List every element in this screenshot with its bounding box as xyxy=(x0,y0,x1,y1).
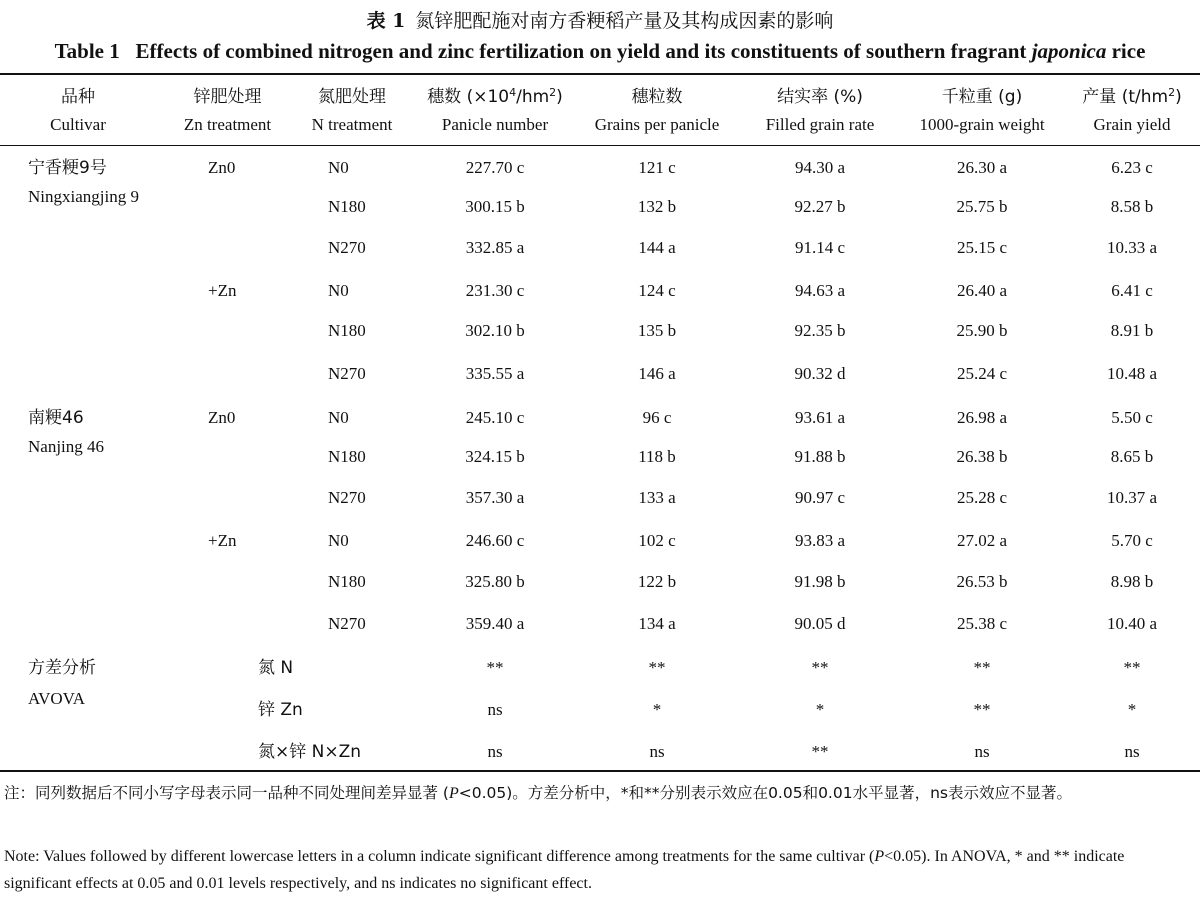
cell-n-treatment: N270 xyxy=(328,238,366,257)
header-1000-grain-weight: 千粒重 (g) 1000-grain weight xyxy=(919,87,1045,134)
cell-grains-per-panicle: 133 a xyxy=(638,488,676,507)
cell-grain-yield: 10.37 a xyxy=(1106,488,1158,507)
cell-grain-yield: 6.23 c xyxy=(1111,158,1153,177)
cell-grain-yield: 8.91 b xyxy=(1110,321,1154,340)
anova-significance: ** xyxy=(1123,658,1141,677)
cell-n-treatment: N270 xyxy=(328,488,366,507)
anova-significance: ** xyxy=(811,658,829,677)
cell-panicle-number: 325.80 b xyxy=(465,572,525,591)
cell-filled-grain-rate: 94.63 a xyxy=(794,281,846,300)
cell-panicle-number: 324.15 b xyxy=(465,447,525,466)
anova-significance: ** xyxy=(648,658,666,677)
anova-significance: ** xyxy=(486,658,504,677)
table-title-text-zh: 氮锌肥配施对南方香粳稻产量及其构成因素的影响 xyxy=(415,10,834,32)
header-grains-per-panicle: 穗粒数 Grains per panicle xyxy=(594,87,720,134)
cell-1000-grain-weight: 26.40 a xyxy=(956,281,1008,300)
cell-1000-grain-weight: 26.98 a xyxy=(956,408,1008,427)
header-cultivar: 品种 Cultivar xyxy=(50,87,106,134)
note-en: Note: Values followed by different lowercase letters in a column indicate significant difference among treatments for the same cultivar (P<0.05). In ANOVA, * and ** indicate significant effects at 0.05 and 0.01 levels respectively, and ns indicates no significant effect. xyxy=(4,848,1125,892)
anova-significance: ns xyxy=(974,742,990,761)
anova-factor: 氮×锌 N×Zn xyxy=(258,742,362,762)
cell-panicle-number: 231.30 c xyxy=(465,281,525,300)
cell-1000-grain-weight: 26.53 b xyxy=(956,572,1008,591)
cell-filled-grain-rate: 91.98 b xyxy=(794,572,846,591)
cultivar-2-en: Nanjing 46 xyxy=(28,437,105,456)
table-title-zh xyxy=(0,6,1200,33)
cell-n-treatment: N270 xyxy=(328,364,366,383)
cell-grain-yield: 5.50 c xyxy=(1111,408,1153,427)
anova-factor: 氮 N xyxy=(258,658,294,678)
anova-significance: ns xyxy=(487,742,503,761)
cell-grain-yield: 10.40 a xyxy=(1106,614,1158,633)
cell-grains-per-panicle: 132 b xyxy=(637,197,677,216)
header-panicle-number: 穗数 $(\times 10^4/hm^2)$ Panicle number xyxy=(427,86,563,134)
table-title-text-en-pre: Effects of combined nitrogen and zinc fertilization on yield and its constituents of southern fragrant xyxy=(135,39,1032,63)
cell-n-treatment: N180 xyxy=(328,197,366,216)
cell-1000-grain-weight: 25.75 b xyxy=(956,197,1008,216)
cell-grains-per-panicle: 122 b xyxy=(637,572,677,591)
header-rule xyxy=(0,145,1200,146)
cell-filled-grain-rate: 91.88 b xyxy=(794,447,846,466)
cell-grains-per-panicle: 96 c xyxy=(642,408,672,427)
zn-label: Zn0 xyxy=(208,408,236,427)
cell-grain-yield: 8.98 b xyxy=(1110,572,1154,591)
cell-n-treatment: N180 xyxy=(328,447,366,466)
cultivar-1-zh: 宁香粳9号 xyxy=(28,158,107,178)
cell-grains-per-panicle: 144 a xyxy=(638,238,676,257)
note-zh: 注：同列数据后不同小写字母表示同一品种不同处理间差异显著 (P<0.05)。方差分析中，*和**分别表示效应在0.05和0.01水平显著，ns表示效应不显著。 xyxy=(4,784,1072,802)
header-filled-grain-rate: 结实率 (%) Filled grain rate xyxy=(765,87,875,134)
cell-panicle-number: 300.15 b xyxy=(465,197,525,216)
zn-label: +Zn xyxy=(208,281,237,300)
cell-1000-grain-weight: 25.90 b xyxy=(956,321,1008,340)
cell-1000-grain-weight: 25.28 c xyxy=(956,488,1008,507)
cultivar-1-en: Ningxiangjing 9 xyxy=(28,187,139,206)
header-grain-yield: 产量 $(t/hm^2)$ Grain yield xyxy=(1082,86,1182,134)
anova-significance: ** xyxy=(973,700,991,719)
cell-n-treatment: N0 xyxy=(328,158,349,177)
cell-filled-grain-rate: 92.27 b xyxy=(794,197,846,216)
cell-filled-grain-rate: 92.35 b xyxy=(794,321,846,340)
cell-grains-per-panicle: 121 c xyxy=(638,158,676,177)
cell-grains-per-panicle: 146 a xyxy=(638,364,676,383)
cell-filled-grain-rate: 90.32 d xyxy=(794,364,846,383)
anova-significance: ** xyxy=(973,658,991,677)
cell-panicle-number: 332.85 a xyxy=(465,238,525,257)
cell-grain-yield: 8.65 b xyxy=(1110,447,1154,466)
table-label-zh: 表 1 xyxy=(366,10,406,32)
cell-filled-grain-rate: 93.61 a xyxy=(794,408,846,427)
cell-n-treatment: N0 xyxy=(328,531,349,550)
cell-1000-grain-weight: 25.24 c xyxy=(956,364,1008,383)
cell-grains-per-panicle: 135 b xyxy=(637,321,677,340)
anova-significance: ns xyxy=(1124,742,1140,761)
cell-grains-per-panicle: 102 c xyxy=(638,531,676,550)
anova-significance: * xyxy=(1127,700,1137,719)
cell-panicle-number: 357.30 a xyxy=(465,488,525,507)
cell-n-treatment: N180 xyxy=(328,572,366,591)
cell-filled-grain-rate: 90.97 c xyxy=(794,488,846,507)
anova-significance: ns xyxy=(649,742,665,761)
anova-label-en: AVOVA xyxy=(28,689,86,708)
cell-panicle-number: 335.55 a xyxy=(465,364,525,383)
top-rule xyxy=(0,73,1200,75)
cell-grain-yield: 8.58 b xyxy=(1110,197,1154,216)
cell-grain-yield: 5.70 c xyxy=(1111,531,1153,550)
cell-1000-grain-weight: 26.30 a xyxy=(956,158,1008,177)
cell-grain-yield: 10.33 a xyxy=(1106,238,1158,257)
anova-significance: ** xyxy=(811,742,829,761)
anova-label-zh: 方差分析 xyxy=(28,658,96,678)
table-title-italic: japonica xyxy=(1031,39,1107,63)
anova-factor: 锌 Zn xyxy=(258,700,303,720)
cell-panicle-number: 359.40 a xyxy=(465,614,525,633)
zn-label: +Zn xyxy=(208,531,237,550)
cell-n-treatment: N180 xyxy=(328,321,366,340)
anova-significance: * xyxy=(652,700,662,719)
anova-significance: ns xyxy=(487,700,503,719)
cell-filled-grain-rate: 91.14 c xyxy=(794,238,846,257)
cell-1000-grain-weight: 27.02 a xyxy=(956,531,1008,550)
bottom-rule xyxy=(0,770,1200,772)
cell-n-treatment: N0 xyxy=(328,281,349,300)
cultivar-2-zh: 南粳46 xyxy=(28,408,84,428)
cell-filled-grain-rate: 93.83 a xyxy=(794,531,846,550)
cell-panicle-number: 302.10 b xyxy=(465,321,525,340)
cell-grains-per-panicle: 134 a xyxy=(638,614,676,633)
table-label-en: Table 1 xyxy=(54,39,120,63)
table-title-text-en-post: rice xyxy=(1106,39,1146,63)
cell-grain-yield: 10.48 a xyxy=(1106,364,1158,383)
cell-panicle-number: 246.60 c xyxy=(465,531,525,550)
cell-n-treatment: N270 xyxy=(328,614,366,633)
table-title-en xyxy=(0,39,1200,64)
cell-grains-per-panicle: 124 c xyxy=(638,281,676,300)
cell-1000-grain-weight: 26.38 b xyxy=(956,447,1008,466)
cell-filled-grain-rate: 94.30 a xyxy=(794,158,846,177)
cell-panicle-number: 245.10 c xyxy=(465,408,525,427)
header-n-treatment: 氮肥处理 N treatment xyxy=(311,87,393,134)
anova-significance: * xyxy=(815,700,825,719)
cell-n-treatment: N0 xyxy=(328,408,349,427)
zn-label: Zn0 xyxy=(208,158,236,177)
cell-1000-grain-weight: 25.38 c xyxy=(956,614,1008,633)
header-zn-treatment: 锌肥处理 Zn treatment xyxy=(183,87,272,134)
cell-1000-grain-weight: 25.15 c xyxy=(956,238,1008,257)
cell-filled-grain-rate: 90.05 d xyxy=(794,614,846,633)
cell-grain-yield: 6.41 c xyxy=(1111,281,1153,300)
cell-grains-per-panicle: 118 b xyxy=(638,447,676,466)
cell-panicle-number: 227.70 c xyxy=(465,158,525,177)
